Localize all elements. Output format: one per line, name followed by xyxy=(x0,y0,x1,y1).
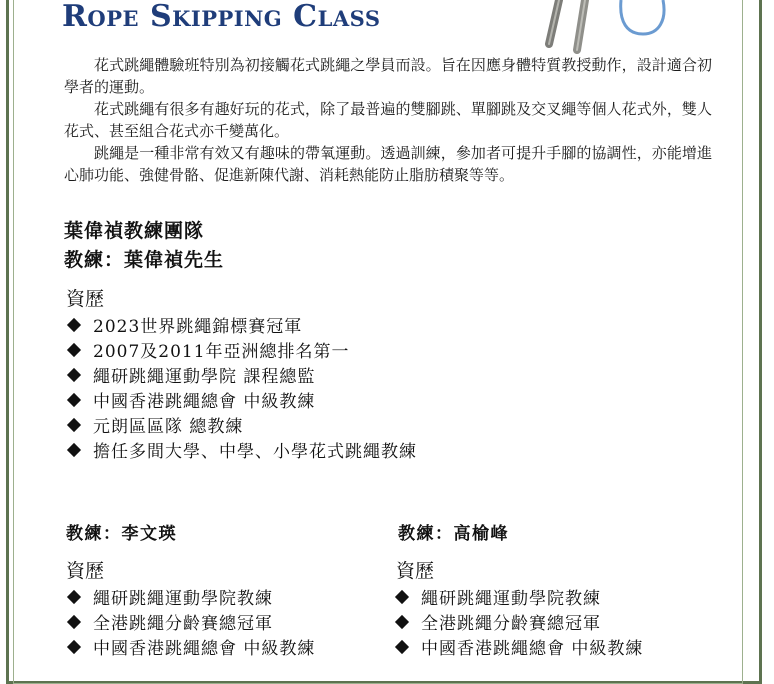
list-item: 2007及2011年亞洲總排名第一 xyxy=(64,337,417,362)
coach-name: 教練：李文瑛 xyxy=(66,524,177,544)
intro-paragraph: 花式跳繩有很多有趣好玩的花式，除了最普遍的雙腳跳、單腳跳及交叉繩等個人花式外，雙人花式、甚至組合花式亦千變萬化。 xyxy=(64,100,712,140)
coach-credentials-label: 資歷 xyxy=(396,560,435,582)
intro-paragraph: 花式跳繩體驗班特別為初接觸花式跳繩之學員而設。旨在因應身體特質教授動作，設計適合初學者的運動。 xyxy=(64,56,712,96)
diamond-bullet-icon xyxy=(395,639,409,653)
coach-credentials-label: 資歷 xyxy=(66,560,105,582)
page-title: Rope Skipping Class xyxy=(62,0,381,34)
diamond-bullet-icon xyxy=(395,614,409,628)
list-item: 繩研跳繩運動學院 課程總監 xyxy=(64,362,417,387)
diamond-bullet-icon xyxy=(67,392,81,406)
diamond-bullet-icon xyxy=(395,589,409,603)
head-coach-credentials-label: 資歷 xyxy=(66,288,105,310)
team-title: 葉偉禎教練團隊 xyxy=(64,220,205,242)
list-item: 中國香港跳繩總會 中級教練 xyxy=(64,634,315,659)
list-item: 元朗區區隊 總教練 xyxy=(64,412,417,437)
diamond-bullet-icon xyxy=(67,317,81,331)
coach-name: 教練：高榆峰 xyxy=(398,524,509,544)
list-item: 2023世界跳繩錦標賽冠軍 xyxy=(64,312,417,337)
jump-rope-icon xyxy=(535,0,685,60)
intro-text xyxy=(64,54,712,186)
list-item: 全港跳繩分齡賽總冠軍 xyxy=(392,609,643,634)
diamond-bullet-icon xyxy=(67,614,81,628)
diamond-bullet-icon xyxy=(67,367,81,381)
head-coach-name: 教練：葉偉禎先生 xyxy=(64,249,225,271)
list-item: 全港跳繩分齡賽總冠軍 xyxy=(64,609,315,634)
diamond-bullet-icon xyxy=(67,417,81,431)
coach-credentials-list xyxy=(64,584,315,659)
list-item: 中國香港跳繩總會 中級教練 xyxy=(392,634,643,659)
coach-credentials-list xyxy=(392,584,643,659)
list-item: 中國香港跳繩總會 中級教練 xyxy=(64,387,417,412)
list-item: 擔任多間大學、中學、小學花式跳繩教練 xyxy=(64,437,417,462)
diamond-bullet-icon xyxy=(67,589,81,603)
list-item: 繩研跳繩運動學院教練 xyxy=(64,584,315,609)
list-item: 繩研跳繩運動學院教練 xyxy=(392,584,643,609)
diamond-bullet-icon xyxy=(67,342,81,356)
diamond-bullet-icon xyxy=(67,442,81,456)
head-coach-credentials-list xyxy=(64,312,417,462)
intro-paragraph: 跳繩是一種非常有效又有趣味的帶氧運動。透過訓練，參加者可提升手腳的協調性，亦能增進心肺功能、強健骨骼、促進新陳代謝、消耗熱能防止脂肪積聚等等。 xyxy=(64,144,712,184)
diamond-bullet-icon xyxy=(67,639,81,653)
